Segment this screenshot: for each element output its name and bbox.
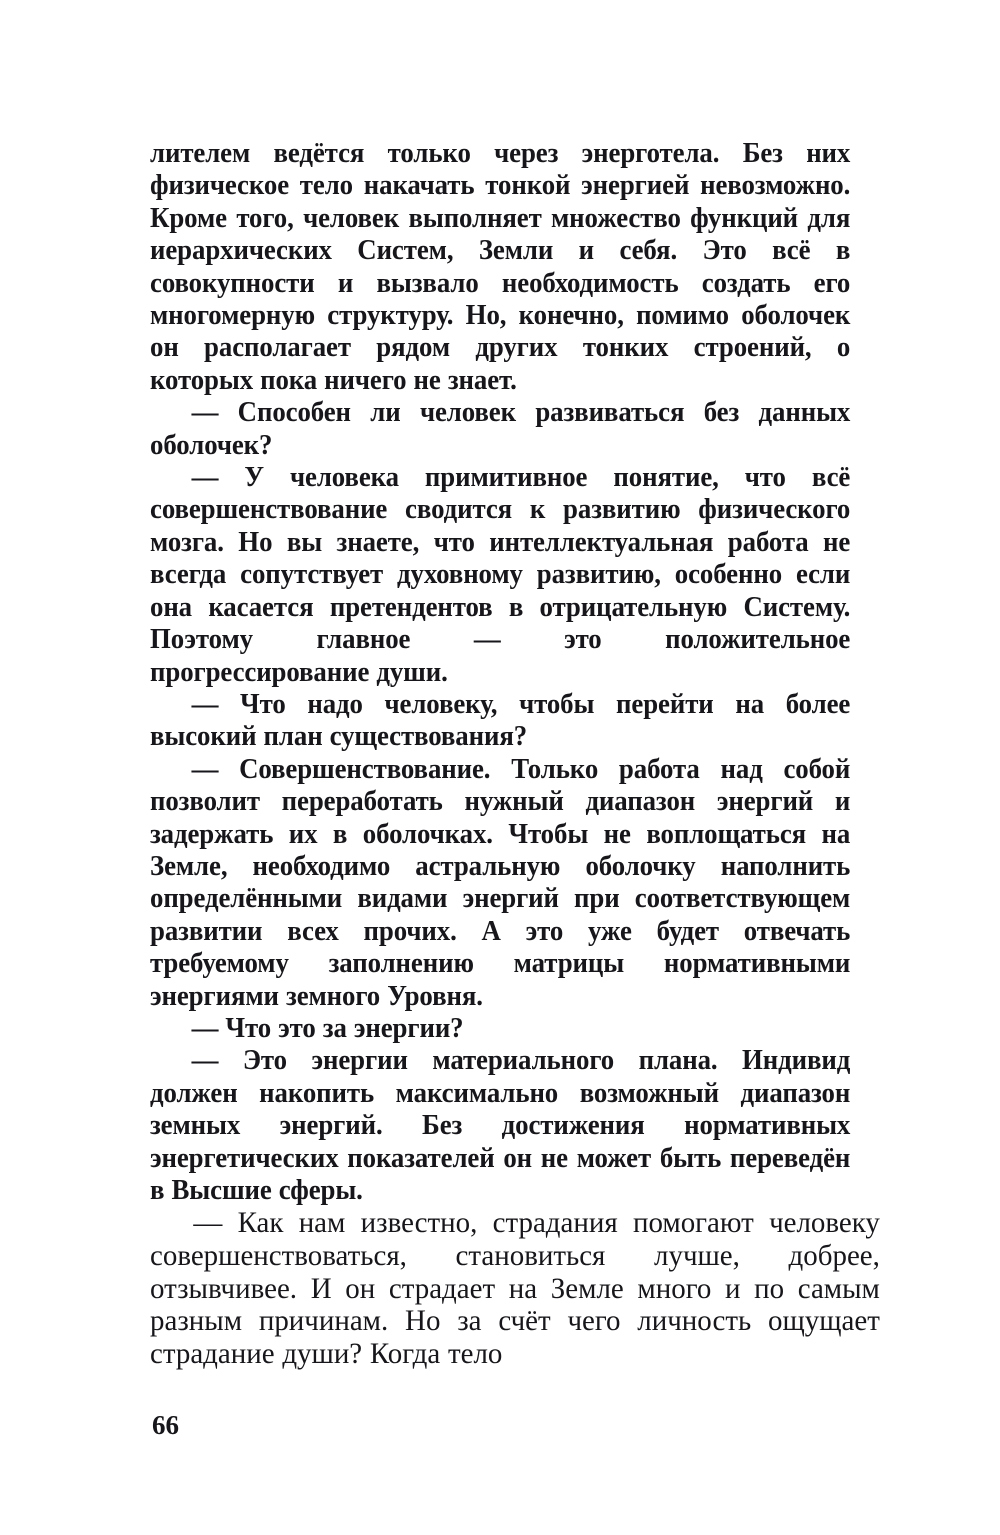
paragraph: — Совершенствование. Только работа над собой позволит переработать нужный диапазон энергий и задержать их в оболочках. Чтобы не воплощаться на Земле, необходимо астральную оболочку наполнить определёнными видами энергий при соответствующем развитии всех прочих. А это уже будет отвечать требуемому заполнению матрицы нормативными энергиями земного Уровня. — [150, 753, 851, 1012]
paragraph: — У человека примитивное понятие, что всё совершенствование сводится к развитию физического мозга. Но вы знаете, что интеллектуальная работа не всегда сопутствует духовному развитию, особенно если она касается претендентов в отрицательную Систему. Поэтому главное — это положительное прогрессирование души. — [150, 462, 851, 688]
paragraph: лителем ведётся только через энерготела. Без них физическое тело накачать тонкой энергией невозможно. Кроме того, человек выполняет множество функций для иерархических Систем, Земли и себя. Это всё в совокупности и вызвало необходимость создать его многомерную структуру. Но, конечно, помимо оболочек он располагает рядом других тонких строений, о которых пока ничего не знает. — [150, 138, 851, 396]
paragraph: — Способен ли человек развиваться без данных оболочек? — [150, 397, 851, 461]
paragraph: — Что это за энергии? — [191, 1012, 464, 1044]
paragraph: — Что надо человеку, чтобы перейти на более высокий план существования? — [150, 688, 851, 753]
page-number: 66 — [152, 1410, 179, 1440]
paragraph: — Как нам известно, страдания помогают человеку совершенствоваться, становиться лучше, добрее, отзывчивее. И он страдает на Земле много и по самым разным причинам. Но за счёт чего личность ощущает страдание души? Когда тело — [150, 1207, 880, 1370]
paragraph: — Это энергии материального плана. Индивид должен накопить максимально возможный диапазон земных энергий. Без достижения нормативных энергетических показателей он не может быть переведён в Высшие сферы. — [150, 1045, 851, 1206]
body-text-column — [150, 138, 891, 1370]
